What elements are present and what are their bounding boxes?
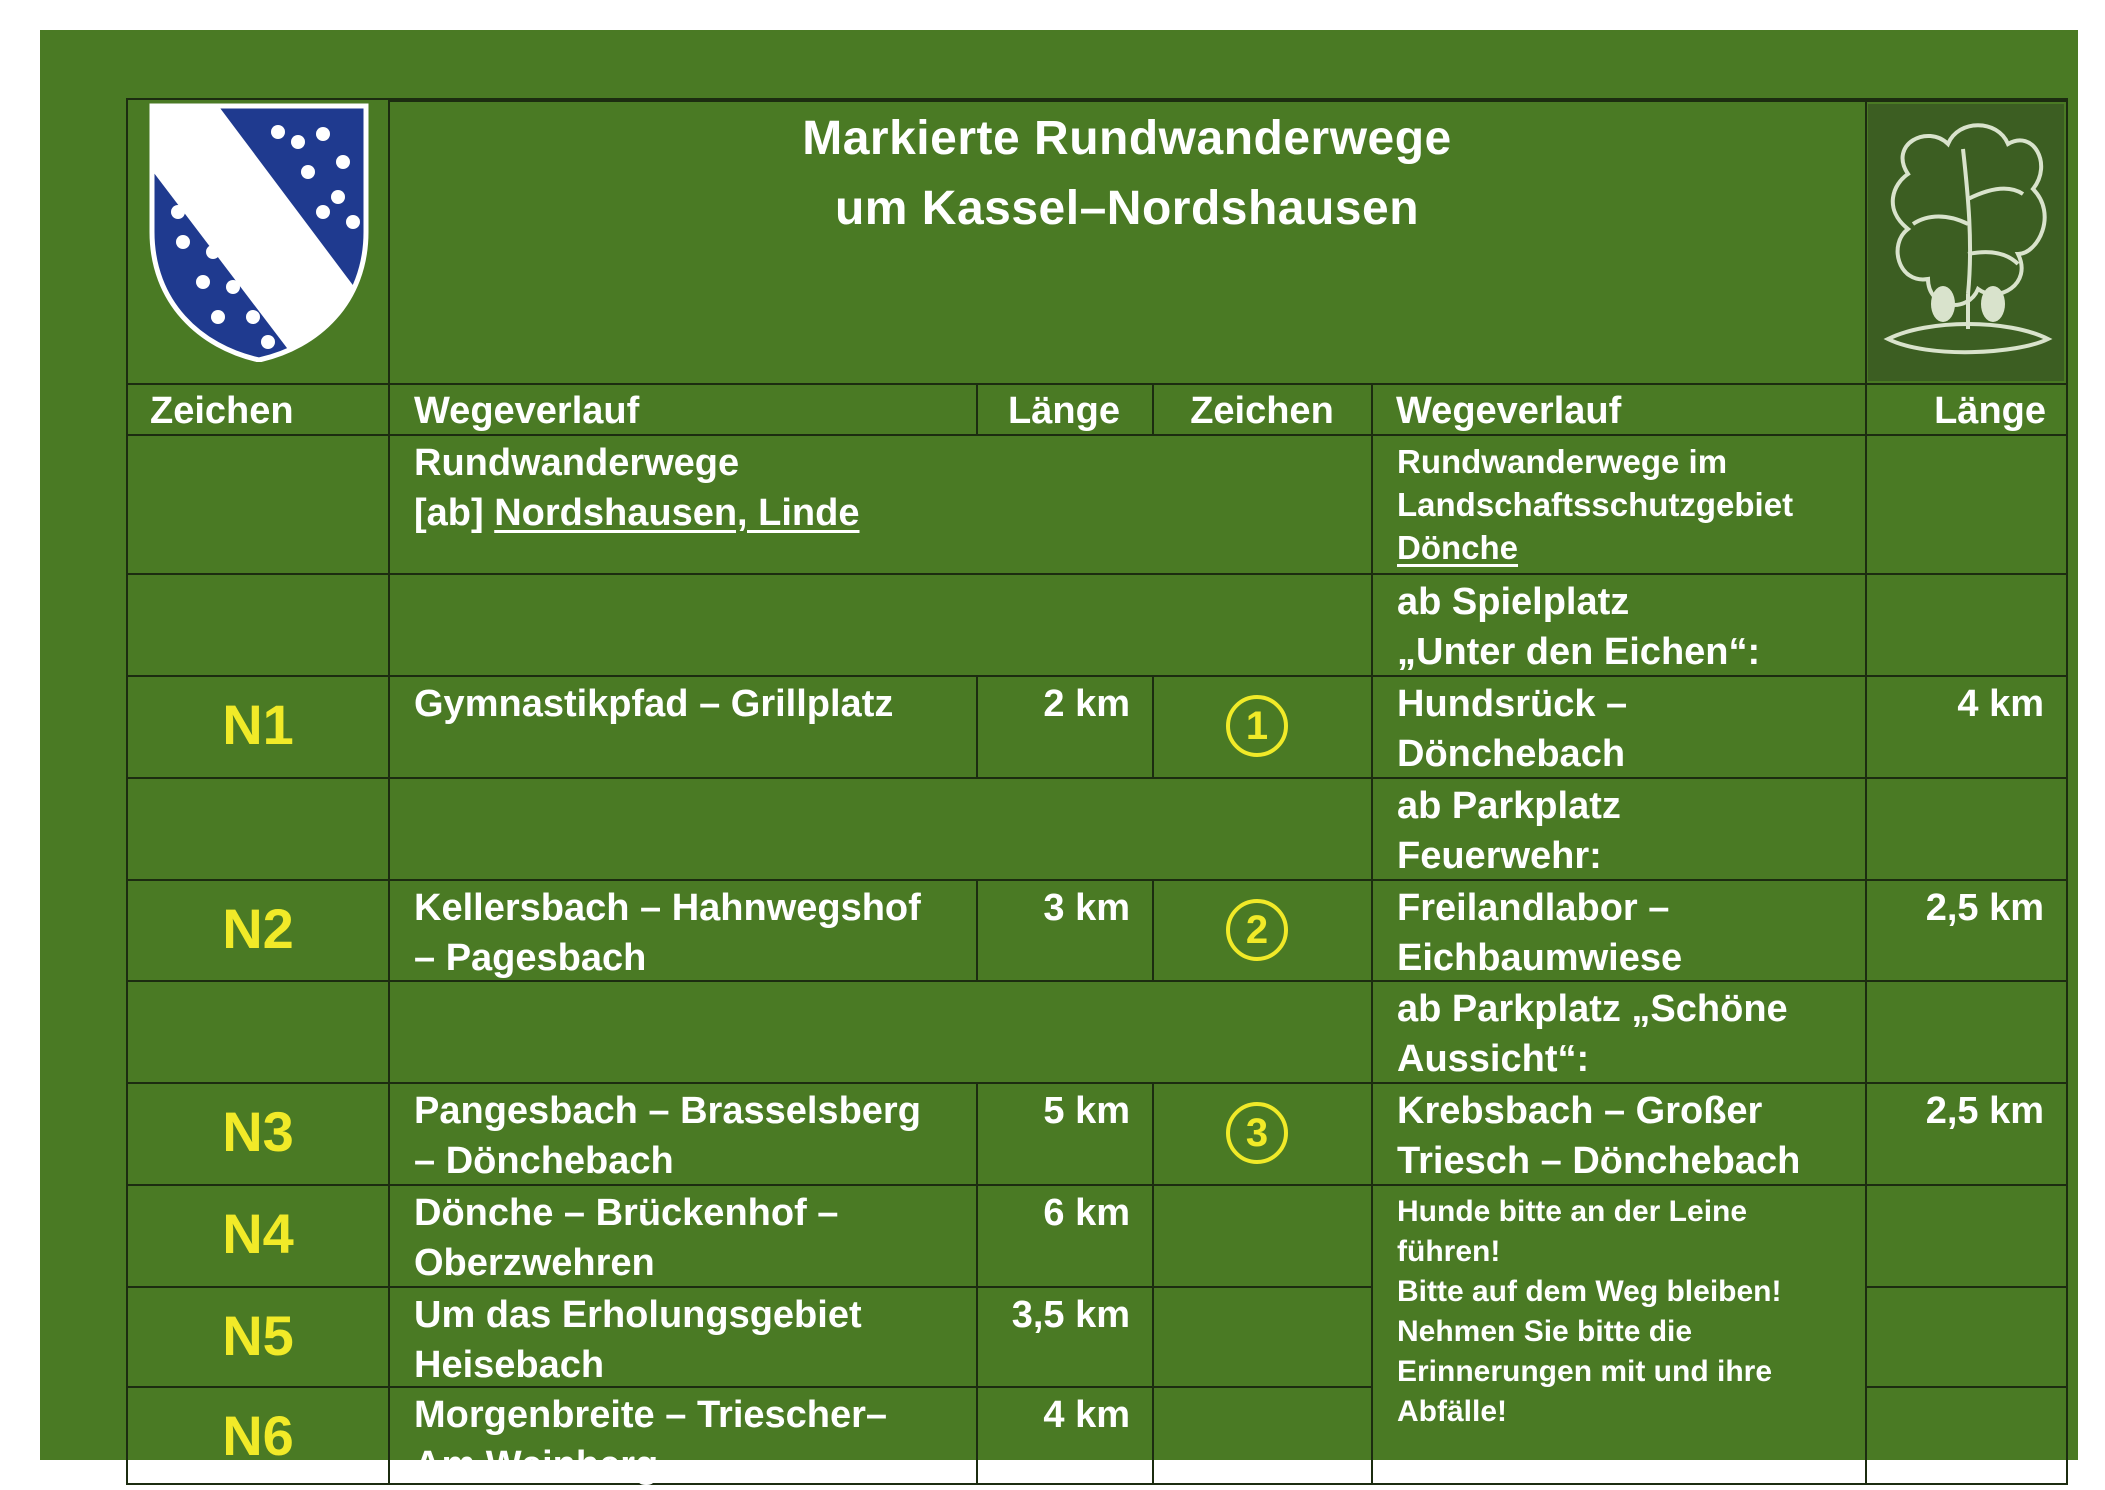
notice-line-1: Hunde bitte an der Leine (1397, 1195, 1748, 1228)
route-code-n1: N1 (222, 693, 294, 756)
route-1-description (1373, 677, 1863, 777)
route-2-description (1373, 881, 1863, 981)
route-2-length: 2,5 km (1925, 887, 2044, 929)
route-n3-length: 5 km (1043, 1090, 1130, 1132)
route-code-n6: N6 (222, 1404, 294, 1467)
right-section-place: Dönche (1397, 529, 1519, 566)
route-symbol-2 (1154, 881, 1370, 981)
coat-of-arms-icon (148, 102, 370, 362)
title-line-2: um Kassel–Nordshausen (834, 182, 1420, 235)
notice-line-4: Nehmen Sie bitte die (1397, 1315, 1693, 1348)
left-section-heading (390, 436, 1370, 572)
route-2-line-2: Eichbaumwiese (1397, 937, 1683, 979)
route-n6-line-2: Am Weinberg (414, 1444, 659, 1486)
route-n2-line-2: – Pagesbach (414, 937, 647, 979)
route-n4-line-1: Dönche – Brückenhof – (414, 1192, 839, 1234)
right-section-line-1: Rundwanderwege im (1397, 443, 1728, 480)
route-n4-length: 6 km (1043, 1192, 1130, 1234)
oak-leaf-emblem-icon (1868, 104, 2064, 381)
route-n4-description (390, 1186, 976, 1286)
route-3-line-2: Triesch – Dönchebach (1397, 1140, 1801, 1182)
route-3-line-1: Krebsbach – Großer (1397, 1090, 1763, 1132)
route-n3-line-2: – Dönchebach (414, 1140, 674, 1182)
route-n2-length: 3 km (1043, 887, 1130, 929)
route-code-n3: N3 (222, 1100, 294, 1163)
header-zeichen-left: Zeichen (150, 390, 294, 432)
route-n3-description (390, 1084, 976, 1184)
start-point-1-line-1: ab Spielplatz (1397, 581, 1630, 623)
header-laenge-left: Länge (1008, 390, 1120, 432)
page-title (390, 104, 1864, 254)
route-n4-line-2: Oberzwehren (414, 1242, 655, 1284)
route-n3-line-1: Pangesbach – Brasselsberg (414, 1090, 921, 1132)
route-n1-line-1: Gymnastikpfad – Grillplatz (414, 683, 894, 725)
route-code-n5: N5 (222, 1304, 294, 1367)
route-n2-line-1: Kellersbach – Hahnwegshof (414, 887, 921, 929)
start-point-2-line-1: ab Parkplatz (1397, 785, 1621, 827)
circled-3-icon: 3 (1226, 1102, 1288, 1164)
route-n5-line-1: Um das Erholungsgebiet (414, 1294, 862, 1336)
start-point-1 (1373, 575, 1863, 675)
notice-line-2: führen! (1397, 1235, 1501, 1268)
route-n5-line-2: Heisebach (414, 1344, 605, 1386)
route-n2-description (390, 881, 976, 981)
start-point-3 (1373, 982, 1863, 1082)
notice-line-5: Erinnerungen mit und ihre (1397, 1355, 1773, 1388)
route-3-description (1373, 1084, 1863, 1184)
route-1-line-2: Dönchebach (1397, 733, 1626, 775)
start-point-3-line-2: Aussicht“: (1397, 1038, 1590, 1080)
left-section-prefix: [ab] (414, 492, 495, 534)
route-1-length: 4 km (1957, 683, 2044, 725)
notice-line-3: Bitte auf dem Weg bleiben! (1397, 1275, 1782, 1308)
visitor-notice (1373, 1186, 1863, 1484)
route-symbol-1 (1154, 677, 1370, 777)
right-section-line-2: Landschaftsschutzgebiet (1397, 486, 1794, 523)
notice-line-6: Abfälle! (1397, 1395, 1508, 1428)
title-line-1: Markierte Rundwanderwege (802, 112, 1452, 165)
route-table (126, 98, 2068, 1485)
start-point-2-line-2: Feuerwehr: (1397, 835, 1602, 877)
header-wegeverlauf-right: Wegeverlauf (1396, 390, 1622, 432)
circled-2-icon: 2 (1226, 899, 1288, 961)
left-section-line-2 (414, 488, 1370, 538)
start-point-1-line-2: „Unter den Eichen“: (1397, 631, 1761, 673)
route-2-line-1: Freilandlabor – (1397, 887, 1670, 929)
route-n6-description (390, 1388, 976, 1484)
route-3-length: 2,5 km (1925, 1090, 2044, 1132)
left-section-place: Nordshausen, Linde (494, 492, 860, 534)
circled-1-icon: 1 (1226, 695, 1288, 757)
route-1-line-1: Hundsrück – (1397, 683, 1628, 725)
route-symbol-3 (1154, 1084, 1370, 1184)
header-wegeverlauf-left: Wegeverlauf (414, 390, 640, 432)
start-point-2 (1373, 779, 1863, 879)
route-code-n2: N2 (222, 897, 294, 960)
left-section-line-1: Rundwanderwege (414, 442, 740, 484)
route-code-n4: N4 (222, 1202, 294, 1265)
route-n6-line-1: Morgenbreite – Triescher– (414, 1394, 888, 1436)
header-laenge-right: Länge (1934, 390, 2046, 432)
route-n5-length: 3,5 km (1011, 1294, 1130, 1336)
route-n1-description (390, 677, 976, 777)
start-point-3-line-1: ab Parkplatz „Schöne (1397, 988, 1788, 1030)
header-zeichen-right: Zeichen (1190, 390, 1334, 432)
route-n6-length: 4 km (1043, 1394, 1130, 1436)
route-board (40, 30, 2078, 1486)
right-section-heading (1373, 436, 1863, 572)
route-n1-length: 2 km (1043, 683, 1130, 725)
route-n5-description (390, 1288, 976, 1386)
